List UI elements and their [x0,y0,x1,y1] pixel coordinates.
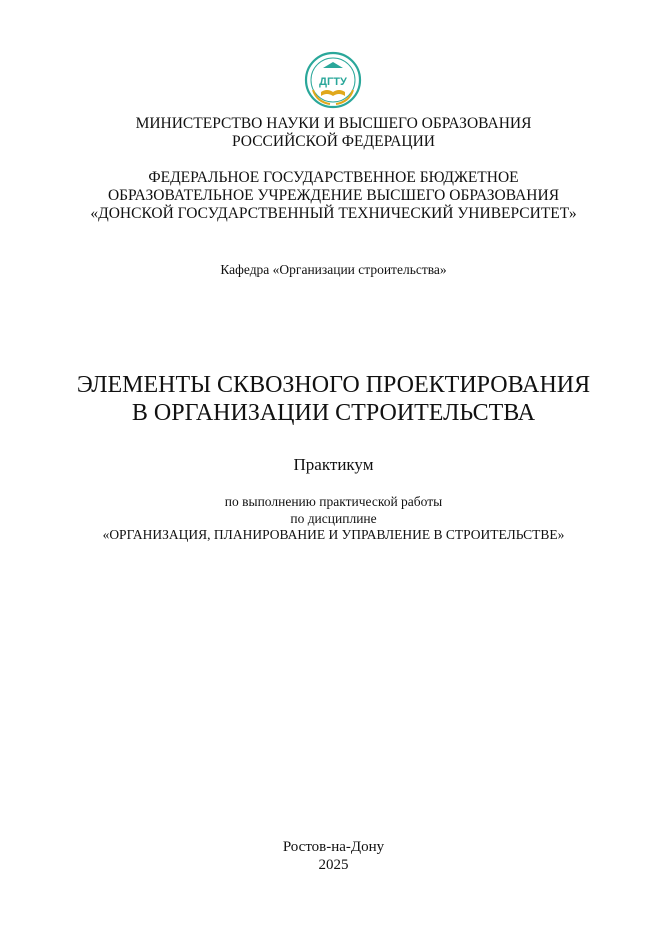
university-logo [303,50,363,112]
title-line-1: ЭЛЕМЕНТЫ СКВОЗНОГО ПРОЕКТИРОВАНИЯ [76,372,591,398]
title-line-2: В ОРГАНИЗАЦИИ СТРОИТЕЛЬСТВА [131,400,536,426]
imprint-city: Ростов-на-Дону [282,839,385,855]
institution-line-3: «ДОНСКОЙ ГОСУДАРСТВЕННЫЙ ТЕХНИЧЕСКИЙ УНИВЕРСИТЕТ» [90,205,577,222]
institution-line-2: ОБРАЗОВАТЕЛЬНОЕ УЧРЕЖДЕНИЕ ВЫСШЕГО ОБРАЗОВАНИЯ [107,187,560,204]
logo-roof [323,62,343,68]
document-type: Практикум [293,455,374,474]
document-purpose [0,494,667,544]
institution-heading [0,169,667,223]
department-name: Кафедра «Организации строительства» [220,262,447,277]
imprint [0,838,667,874]
purpose-line-1: по выполнению практической работы [224,494,443,509]
ministry-line-2: РОССИЙСКОЙ ФЕДЕРАЦИИ [232,133,435,150]
purpose-line-2: по дисциплине [290,510,377,526]
document-title [0,371,667,427]
institution-line-1: ФЕДЕРАЛЬНОЕ ГОСУДАРСТВЕННОЕ БЮДЖЕТНОЕ [148,169,519,186]
ministry-line-1: МИНИСТЕРСТВО НАУКИ И ВЫСШЕГО ОБРАЗОВАНИЯ [135,115,532,132]
discipline-name: «ОРГАНИЗАЦИЯ, ПЛАНИРОВАНИЕ И УПРАВЛЕНИЕ В СТРОИТЕЛЬСТВЕ» [102,527,565,542]
imprint-year: 2025 [318,857,349,873]
logo-book-icon [321,90,345,96]
logo-text: ДГТУ [319,76,347,88]
ministry-heading [0,115,667,151]
